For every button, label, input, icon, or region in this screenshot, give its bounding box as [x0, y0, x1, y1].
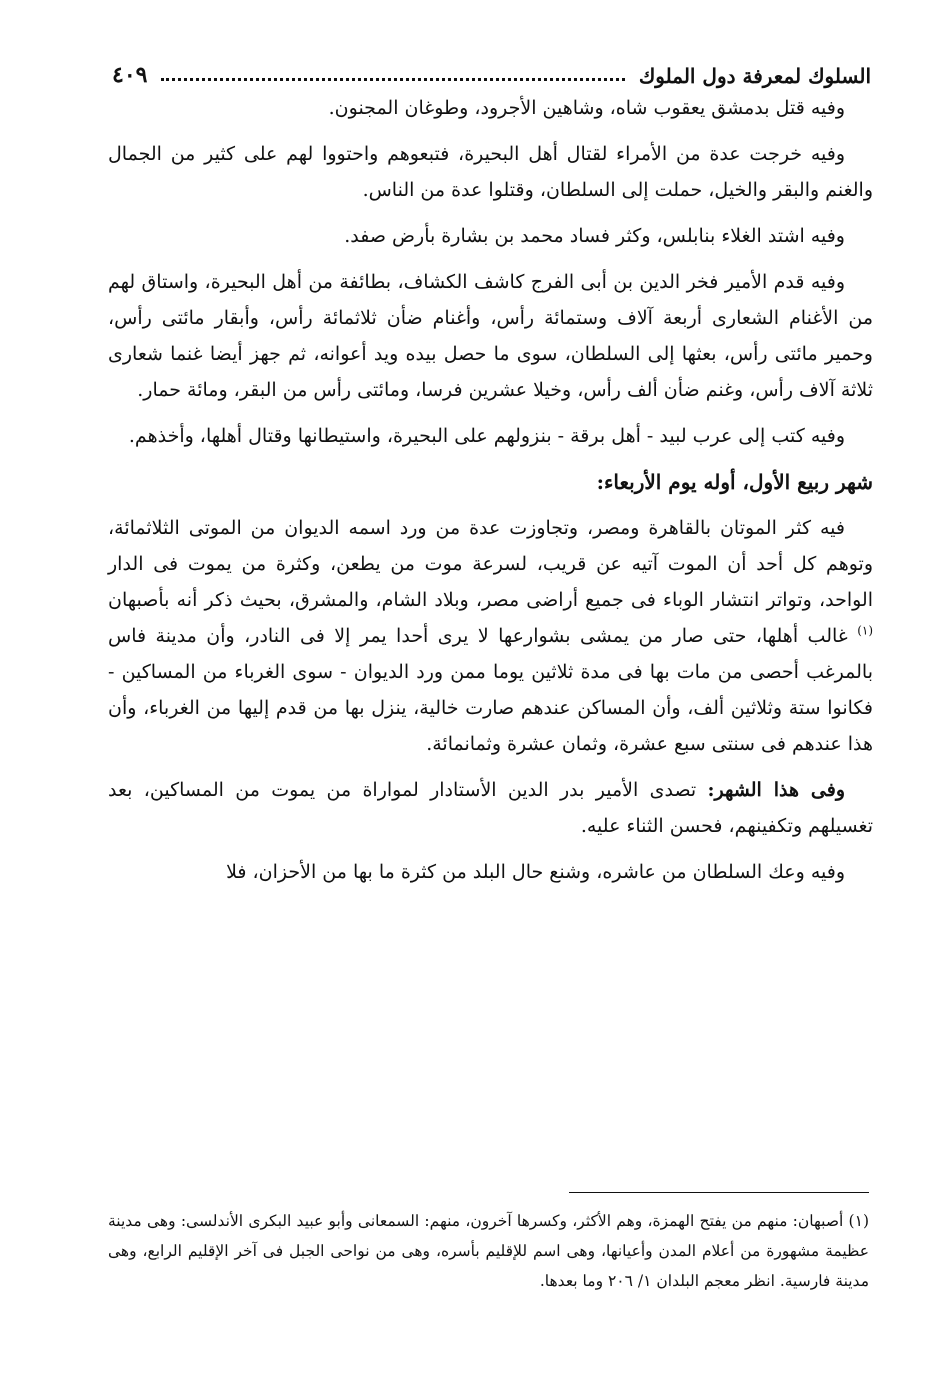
- footnote: (١) أصبهان: منهم من يفتح الهمزة، وهم الأكثر، وكسرها آخرون، منهم: السمعانى وأبو عبيد البكرى الأندلسى: وهى مدينة عظيمة مشهورة من أعلام المدن وأعيانها، وهى اسم للإقليم بأسره، وهى من نواحى الجبل فى آخر الإقليم الرابع، وهى مدينة فارسية. انظر معجم البلدان ١/ ٢٠٦ وما بعدها.: [108, 1212, 869, 1290]
- paragraph-text: فيه كثر الموتان بالقاهرة ومصر، وتجاوزت عدة من ورد اسمه الديوان من الموتى الثلاثمائة، وتوهم كل أحد أن الموت آتيه عن قريب، لسرعة موت من يطعن، وكثرة من يموت فى الدار الواحد، وتواتر انتشار الوباء فى جميع أراضى مصر، وبلاد الشام، والمشرق، بحيث ذكر أنه بأصبهان: [108, 517, 873, 611]
- paragraph-text: غالب أهلها، حتى صار من يمشى بشوارعها لا يرى أحدا يمر إلا فى النادر، وأن مدينة فاس بالمرغب أحصى من مات بها فى مدة ثلاثين يوما ممن ورد الديوان - سوى الغرباء من المساكين - فكانوا ستة وثلاثين ألف، وأن المساكن عندهم صارت خالية، ينزل بها من قدم إليها من الغرباء، وأن هذا عندهم فى سنتى سبع عشرة، وثمان عشرة وثمانمائة.: [108, 625, 873, 755]
- page-header: [112, 48, 871, 88]
- running-title: السلوك لمعرفة دول الملوك: [638, 64, 871, 88]
- paragraph: [108, 510, 873, 762]
- header-dot-leader: [161, 78, 624, 81]
- footnote-divider: [569, 1192, 869, 1193]
- main-text: [108, 90, 873, 900]
- paragraph: وفيه اشتد الغلاء بنابلس، وكثر فساد محمد بن بشارة بأرض صفد.: [344, 225, 845, 247]
- page-number: ٤٠٩: [112, 62, 148, 88]
- paragraph-text: تصدى الأمير بدر الدين الأستادار لمواراة من يموت من المساكين، بعد تغسيلهم وتكفينهم، فحسن الثناء عليه.: [108, 779, 873, 837]
- paragraph: وفيه قدم الأمير فخر الدين بن أبى الفرج كاشف الكشاف، بطائفة من أهل البحيرة، واستاق لهم من الأغنام الشعارى أربعة آلاف وستمائة رأس، وأغنام ضأن ثلاثمائة رأس، وأبقار مائتى رأس، وحمير مائتى رأس، بعثها إلى السلطان، سوى ما حصل بيده ويد أعوانه، ثم جهز أيضا غنما شعارى ثلاثة آلاف رأس، وغنم ضأن ألف رأس، وخيلا عشرين فرسا، ومائتى رأس من البقر، ومائة حمار.: [108, 271, 874, 401]
- footnote-reference: (١): [857, 623, 874, 638]
- section-heading: شهر ربيع الأول، أوله يوم الأربعاء:: [596, 470, 873, 494]
- paragraph: وفيه كتب إلى عرب لبيد - أهل برقة - بنزولهم على البحيرة، واستيطانها وقتال أهلها، وأخذهم.: [128, 425, 845, 447]
- footnotes: [108, 1206, 869, 1296]
- paragraph: وفيه قتل بدمشق يعقوب شاه، وشاهين الأجرود، وطوغان المجنون.: [328, 97, 845, 119]
- paragraph: [108, 772, 873, 844]
- paragraph-lead: وفى هذا الشهر:: [707, 779, 845, 801]
- paragraph: وفيه خرجت عدة من الأمراء لقتال أهل البحيرة، فتبعوهم واحتووا لهم على كثير من الجمال والغنم والبقر والخيل، حملت إلى السلطان، وقتلوا عدة من الناس.: [108, 143, 873, 201]
- paragraph: وفيه وعك السلطان من عاشره، وشنع حال البلد من كثرة ما بها من الأحزان، فلا: [226, 861, 845, 883]
